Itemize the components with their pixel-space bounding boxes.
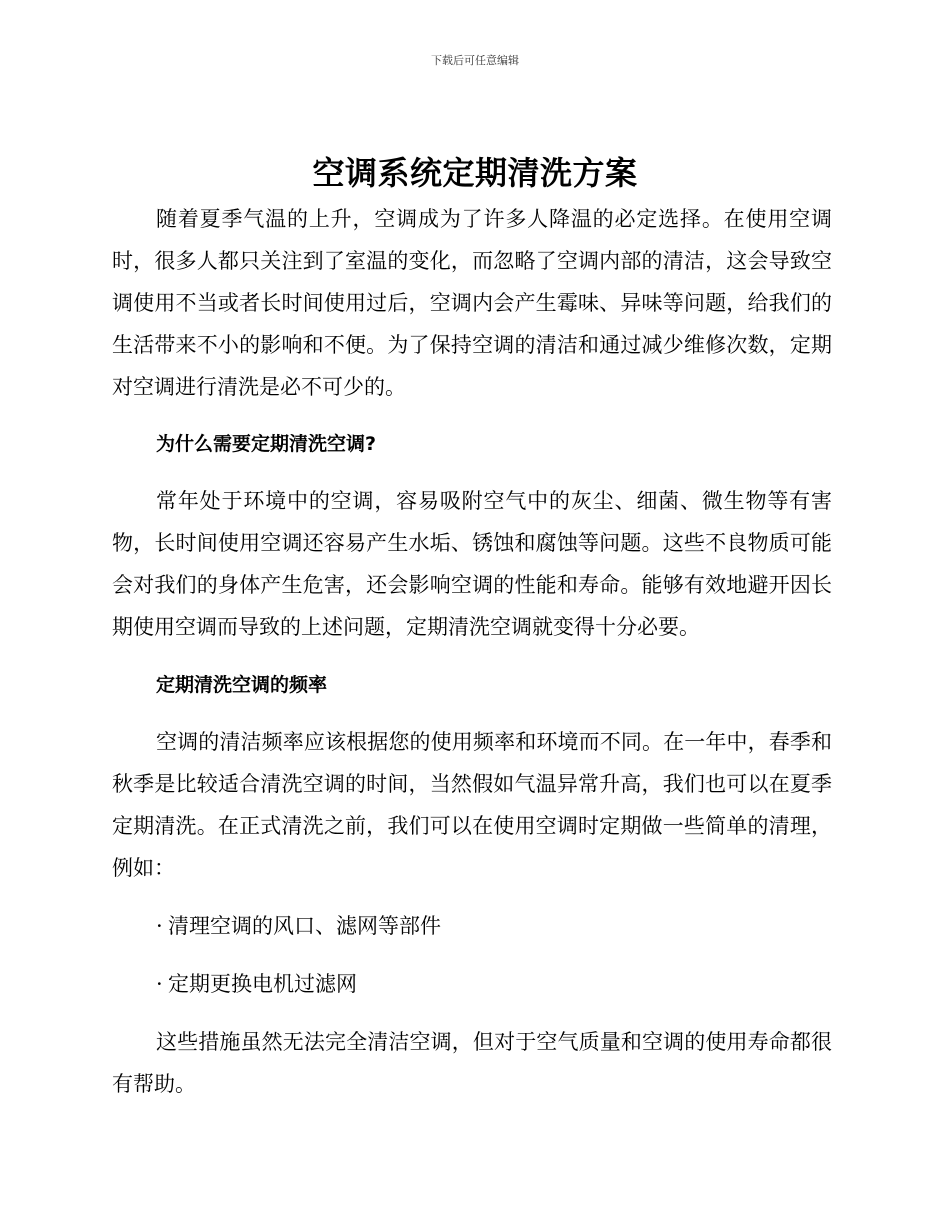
spacer [112,465,832,480]
page-header: 下载后可任意编辑 [431,54,519,67]
spacer [112,408,832,423]
section-heading-frequency: 定期清洗空调的频率 [156,674,328,696]
section-paragraph-why: 常年处于环境中的空调，容易吸附空气中的灰尘、细菌、微生物等有害物，长时间使用空调还容易产生水垢、锈蚀和腐蚀等问题。这些不良物质可能会对我们的身体产生危害，还会影响空调的性能和寿命。能够有效地避开因长期使用空调而导致的上述问题，定期清洗空调就变得十分必要。 [112,489,832,639]
document-body [112,198,832,1105]
list-item [112,963,832,1005]
intro-paragraph: 随着夏季气温的上升，空调成为了许多人降温的必定选择。在使用空调时，很多人都只关注到了室温的变化，而忽略了空调内部的清洁，这会导致空调使用不当或者长时间使用过后，空调内会产生霉味、异味等问题，给我们的生活带来不小的影响和不便。为了保持空调的清洁和通过减少维修次数，定期对空调进行清洗是必不可少的。 [112,207,832,399]
list-item-text: 定期更换电机过滤网 [168,972,357,996]
spacer [112,1005,832,1021]
list-item-text: 清理空调的风口、滤网等部件 [168,914,441,938]
spacer [112,648,832,664]
closing-paragraph: 这些措施虽然无法完全清洁空调，但对于空气质量和空调的使用寿命都很有帮助。 [112,1030,832,1096]
document-title: 空调系统定期清洗方案 [312,154,638,192]
spacer [112,889,832,905]
bullet-marker: · [156,972,163,996]
list-item [112,905,832,947]
section-paragraph-frequency: 空调的清洁频率应该根据您的使用频率和环境而不同。在一年中，春季和秋季是比较适合清洗空调的时间，当然假如气温异常升高，我们也可以在夏季定期清洗。在正式清洗之前，我们可以在使用空调时定期做一些简单的清理，例如： [112,730,832,880]
spacer [112,706,832,721]
spacer [112,947,832,963]
section-heading-why: 为什么需要定期清洗空调? [156,433,377,455]
bullet-marker: · [156,914,163,938]
